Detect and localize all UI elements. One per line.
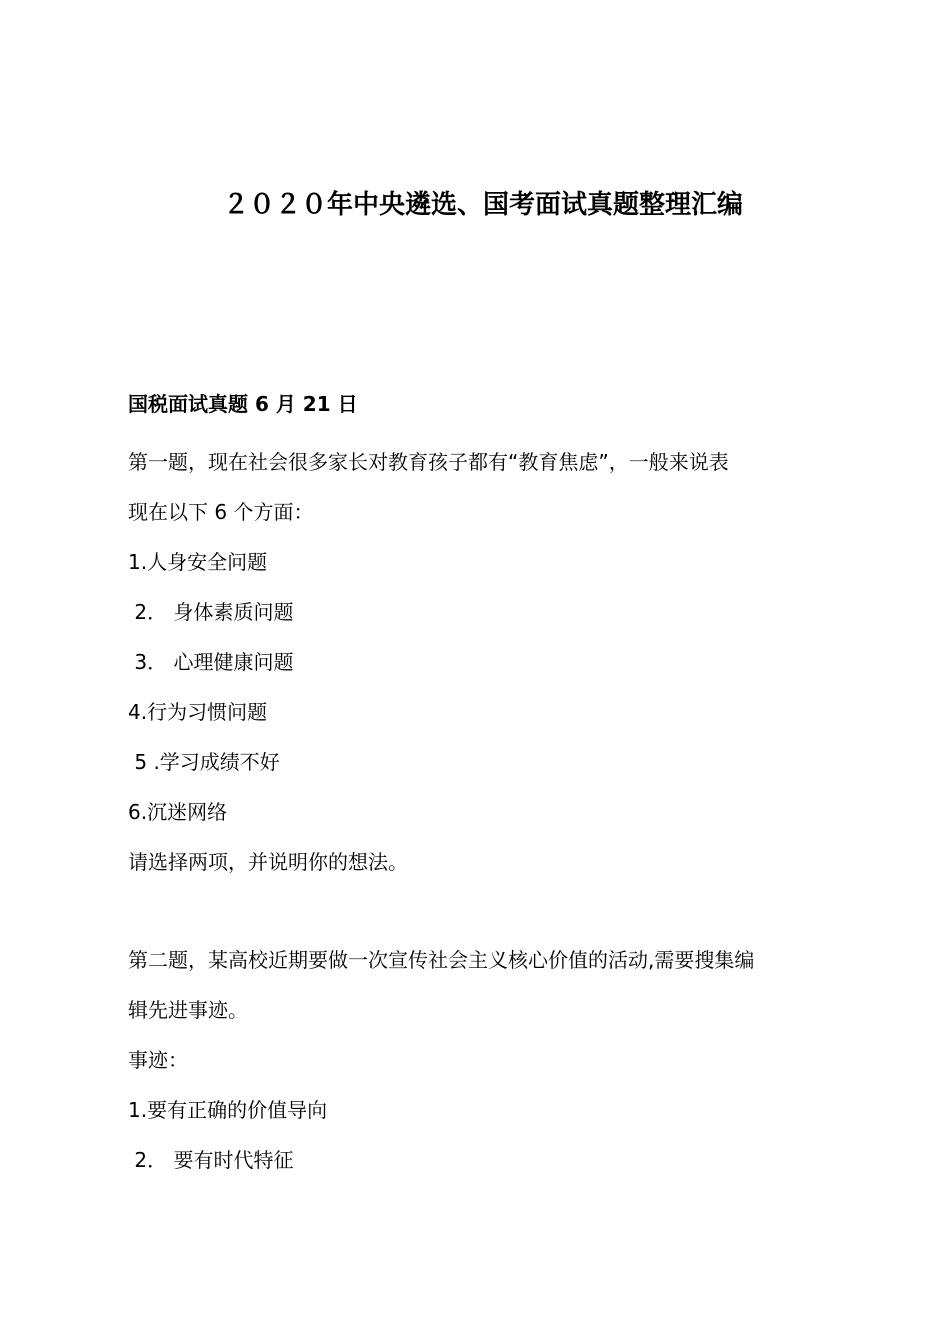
list-item: 6.沉迷网络	[128, 800, 228, 824]
list-item: 5 .学习成绩不好	[128, 750, 280, 774]
question-2-text: 第二题，某高校近期要做一次宣传社会主义核心价值的活动,需要搜集编	[128, 948, 755, 972]
list-item: 3． 心理健康问题	[128, 650, 294, 674]
question-2-label: 事迹：	[128, 1048, 188, 1072]
document-body	[128, 387, 848, 1185]
list-item: 1.人身安全问题	[128, 550, 268, 574]
list-item: 2． 身体素质问题	[128, 600, 294, 624]
question-1-text-continued: 现在以下 6 个方面：	[128, 500, 314, 524]
list-item: 2． 要有时代特征	[128, 1148, 294, 1172]
document-title: ２０２０年中央遴选、国考面试真题整理汇编	[222, 190, 743, 220]
list-item: 1.要有正确的价值导向	[128, 1098, 328, 1122]
question-1-instruction: 请选择两项，并说明你的想法。	[128, 850, 408, 874]
question-1-text: 第一题，现在社会很多家长对教育孩子都有“教育焦虑”，一般来说表	[128, 450, 729, 474]
section-heading: 国税面试真题 6 月 21 日	[128, 392, 358, 416]
paragraph-gap	[128, 887, 848, 935]
list-item: 4.行为习惯问题	[128, 700, 268, 724]
question-2-text-continued: 辑先进事迹。	[128, 998, 248, 1022]
